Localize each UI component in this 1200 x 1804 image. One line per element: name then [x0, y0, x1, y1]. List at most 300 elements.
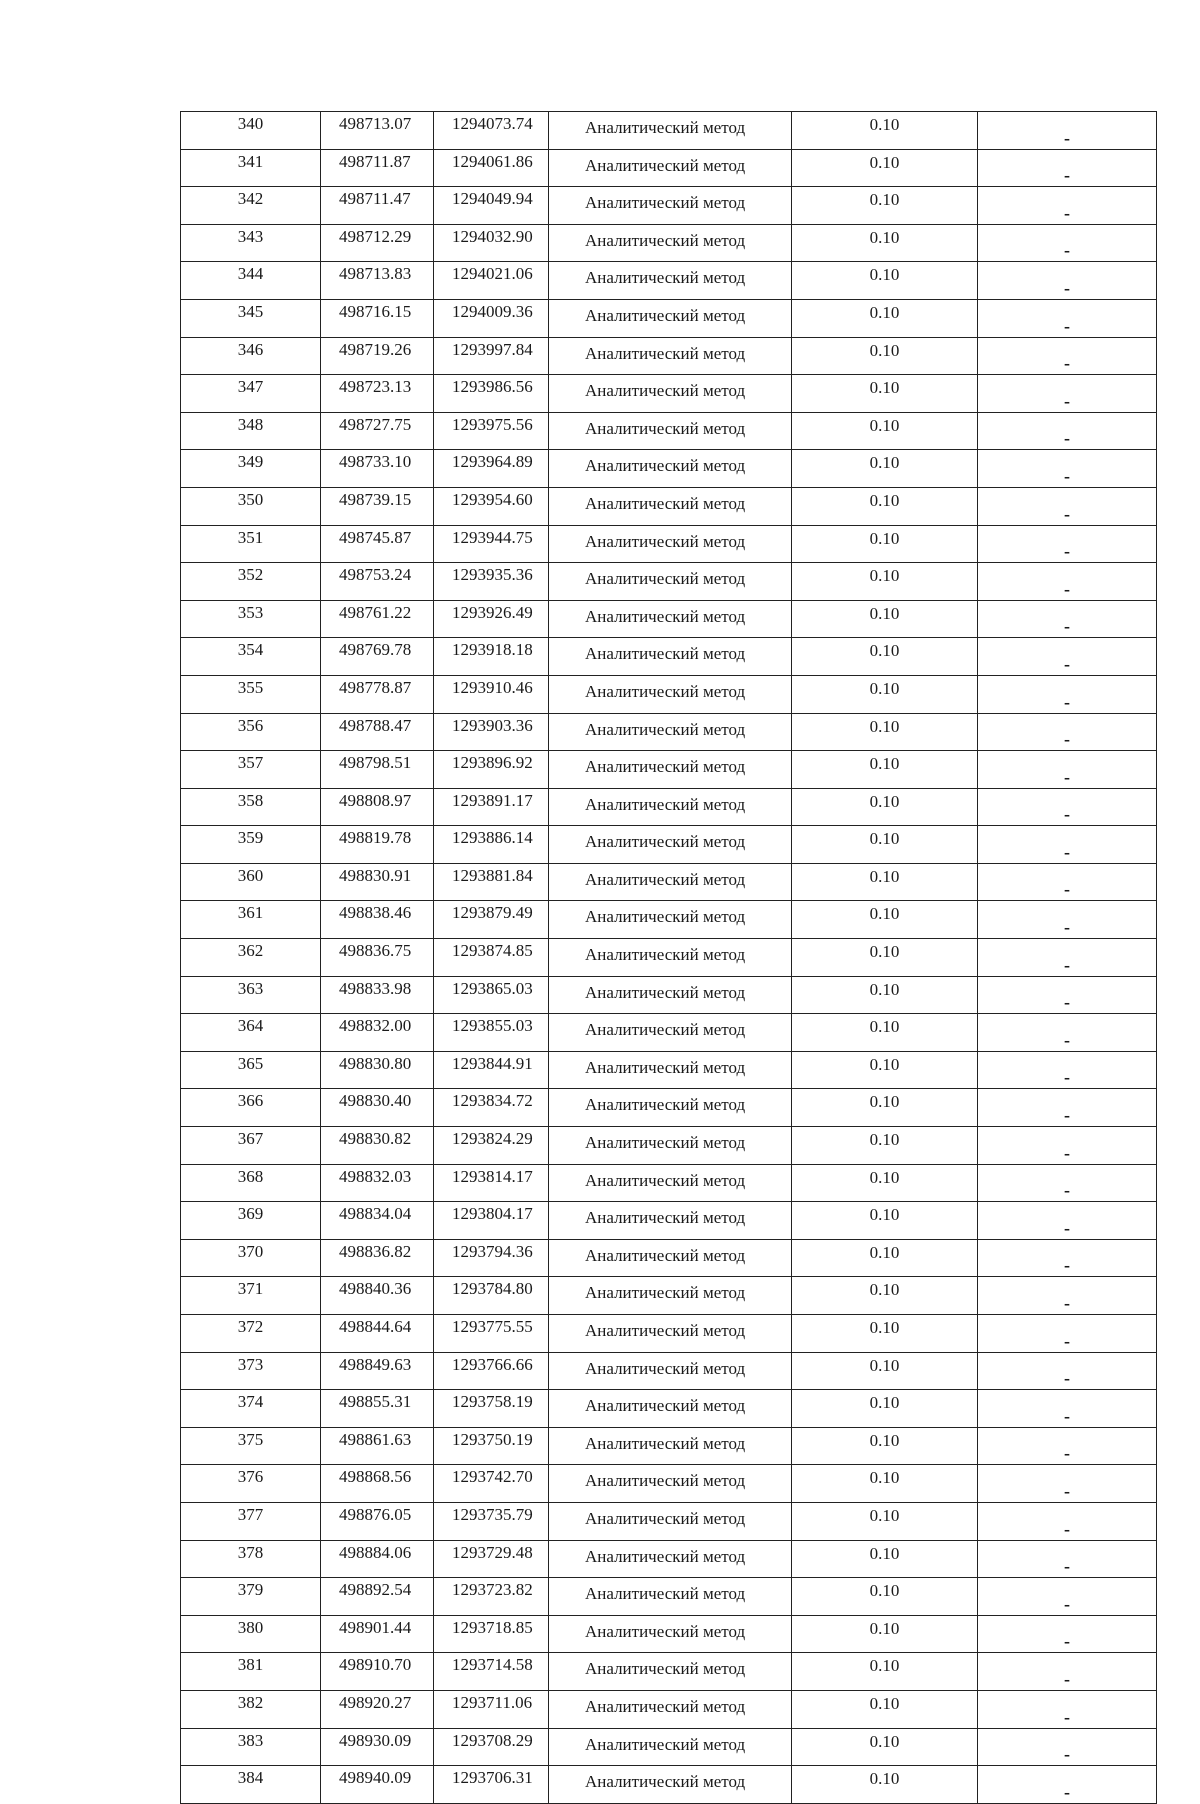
x-coordinate-cell: 498910.70 — [321, 1653, 434, 1691]
note-cell: - — [978, 1766, 1157, 1804]
note-cell: - — [978, 1502, 1157, 1540]
error-cell: 0.10 — [792, 525, 978, 563]
x-coordinate-cell: 498711.87 — [321, 149, 434, 187]
method-cell: Аналитический метод — [549, 976, 792, 1014]
y-coordinate-cell: 1293935.36 — [434, 563, 549, 601]
note-cell: - — [978, 412, 1157, 450]
x-coordinate-cell: 498832.03 — [321, 1164, 434, 1202]
note-cell: - — [978, 487, 1157, 525]
x-coordinate-cell: 498830.40 — [321, 1089, 434, 1127]
method-cell: Аналитический метод — [549, 1465, 792, 1503]
point-number-cell: 358 — [181, 788, 321, 826]
point-number-cell: 351 — [181, 525, 321, 563]
y-coordinate-cell: 1293775.55 — [434, 1315, 549, 1353]
x-coordinate-cell: 498920.27 — [321, 1690, 434, 1728]
note-cell: - — [978, 939, 1157, 977]
error-cell: 0.10 — [792, 299, 978, 337]
method-cell: Аналитический метод — [549, 1766, 792, 1804]
point-number-cell: 364 — [181, 1014, 321, 1052]
y-coordinate-cell: 1293918.18 — [434, 638, 549, 676]
method-cell: Аналитический метод — [549, 1202, 792, 1240]
x-coordinate-cell: 498836.82 — [321, 1239, 434, 1277]
method-cell: Аналитический метод — [549, 563, 792, 601]
table-row — [181, 788, 1157, 826]
note-cell: - — [978, 1277, 1157, 1315]
y-coordinate-cell: 1293926.49 — [434, 600, 549, 638]
x-coordinate-cell: 498830.91 — [321, 863, 434, 901]
y-coordinate-cell: 1294049.94 — [434, 187, 549, 225]
y-coordinate-cell: 1293758.19 — [434, 1390, 549, 1428]
note-cell: - — [978, 788, 1157, 826]
x-coordinate-cell: 498769.78 — [321, 638, 434, 676]
error-cell: 0.10 — [792, 112, 978, 150]
x-coordinate-cell: 498716.15 — [321, 299, 434, 337]
x-coordinate-cell: 498778.87 — [321, 675, 434, 713]
error-cell: 0.10 — [792, 1390, 978, 1428]
table-row — [181, 1615, 1157, 1653]
note-cell: - — [978, 826, 1157, 864]
table-row — [181, 1051, 1157, 1089]
error-cell: 0.10 — [792, 1089, 978, 1127]
note-cell: - — [978, 1390, 1157, 1428]
x-coordinate-cell: 498836.75 — [321, 939, 434, 977]
note-cell: - — [978, 563, 1157, 601]
error-cell: 0.10 — [792, 901, 978, 939]
x-coordinate-cell: 498855.31 — [321, 1390, 434, 1428]
y-coordinate-cell: 1294061.86 — [434, 149, 549, 187]
table-row — [181, 1390, 1157, 1428]
error-cell: 0.10 — [792, 187, 978, 225]
table-row — [181, 638, 1157, 676]
method-cell: Аналитический метод — [549, 1540, 792, 1578]
point-number-cell: 369 — [181, 1202, 321, 1240]
point-number-cell: 350 — [181, 487, 321, 525]
point-number-cell: 344 — [181, 262, 321, 300]
note-cell: - — [978, 262, 1157, 300]
note-cell: - — [978, 1014, 1157, 1052]
table-row — [181, 487, 1157, 525]
error-cell: 0.10 — [792, 863, 978, 901]
x-coordinate-cell: 498834.04 — [321, 1202, 434, 1240]
table-row — [181, 675, 1157, 713]
note-cell: - — [978, 1615, 1157, 1653]
y-coordinate-cell: 1293986.56 — [434, 375, 549, 413]
method-cell: Аналитический метод — [549, 826, 792, 864]
y-coordinate-cell: 1293975.56 — [434, 412, 549, 450]
table-row — [181, 1728, 1157, 1766]
table-row — [181, 1653, 1157, 1691]
error-cell: 0.10 — [792, 1352, 978, 1390]
error-cell: 0.10 — [792, 412, 978, 450]
method-cell: Аналитический метод — [549, 675, 792, 713]
method-cell: Аналитический метод — [549, 1239, 792, 1277]
error-cell: 0.10 — [792, 149, 978, 187]
point-number-cell: 381 — [181, 1653, 321, 1691]
point-number-cell: 360 — [181, 863, 321, 901]
table-row — [181, 375, 1157, 413]
error-cell: 0.10 — [792, 1465, 978, 1503]
method-cell: Аналитический метод — [549, 1427, 792, 1465]
note-cell: - — [978, 1315, 1157, 1353]
table-row — [181, 1540, 1157, 1578]
note-cell: - — [978, 976, 1157, 1014]
x-coordinate-cell: 498712.29 — [321, 224, 434, 262]
point-number-cell: 362 — [181, 939, 321, 977]
x-coordinate-cell: 498788.47 — [321, 713, 434, 751]
note-cell: - — [978, 1728, 1157, 1766]
y-coordinate-cell: 1293954.60 — [434, 487, 549, 525]
method-cell: Аналитический метод — [549, 1502, 792, 1540]
table-row — [181, 112, 1157, 150]
x-coordinate-cell: 498830.80 — [321, 1051, 434, 1089]
error-cell: 0.10 — [792, 1427, 978, 1465]
y-coordinate-cell: 1293714.58 — [434, 1653, 549, 1691]
table-row — [181, 600, 1157, 638]
table-row — [181, 1690, 1157, 1728]
error-cell: 0.10 — [792, 939, 978, 977]
note-cell: - — [978, 1540, 1157, 1578]
table-row — [181, 1014, 1157, 1052]
table-row — [181, 1127, 1157, 1165]
y-coordinate-cell: 1294032.90 — [434, 224, 549, 262]
x-coordinate-cell: 498808.97 — [321, 788, 434, 826]
x-coordinate-cell: 498844.64 — [321, 1315, 434, 1353]
table-row — [181, 187, 1157, 225]
note-cell: - — [978, 1653, 1157, 1691]
table-row — [181, 976, 1157, 1014]
method-cell: Аналитический метод — [549, 901, 792, 939]
point-number-cell: 368 — [181, 1164, 321, 1202]
error-cell: 0.10 — [792, 1766, 978, 1804]
error-cell: 0.10 — [792, 638, 978, 676]
method-cell: Аналитический метод — [549, 1653, 792, 1691]
table-row — [181, 563, 1157, 601]
error-cell: 0.10 — [792, 1051, 978, 1089]
table-row — [181, 450, 1157, 488]
y-coordinate-cell: 1294073.74 — [434, 112, 549, 150]
point-number-cell: 383 — [181, 1728, 321, 1766]
table-row — [181, 1277, 1157, 1315]
table-row — [181, 1502, 1157, 1540]
error-cell: 0.10 — [792, 1578, 978, 1616]
note-cell: - — [978, 450, 1157, 488]
y-coordinate-cell: 1293964.89 — [434, 450, 549, 488]
error-cell: 0.10 — [792, 1653, 978, 1691]
x-coordinate-cell: 498838.46 — [321, 901, 434, 939]
table-row — [181, 1578, 1157, 1616]
table-row — [181, 1202, 1157, 1240]
note-cell: - — [978, 375, 1157, 413]
error-cell: 0.10 — [792, 788, 978, 826]
point-number-cell: 342 — [181, 187, 321, 225]
note-cell: - — [978, 299, 1157, 337]
table-row — [181, 901, 1157, 939]
y-coordinate-cell: 1293718.85 — [434, 1615, 549, 1653]
note-cell: - — [978, 1239, 1157, 1277]
y-coordinate-cell: 1293844.91 — [434, 1051, 549, 1089]
y-coordinate-cell: 1293723.82 — [434, 1578, 549, 1616]
x-coordinate-cell: 498798.51 — [321, 751, 434, 789]
x-coordinate-cell: 498745.87 — [321, 525, 434, 563]
table-row — [181, 1465, 1157, 1503]
x-coordinate-cell: 498876.05 — [321, 1502, 434, 1540]
y-coordinate-cell: 1293711.06 — [434, 1690, 549, 1728]
x-coordinate-cell: 498713.07 — [321, 112, 434, 150]
note-cell: - — [978, 675, 1157, 713]
note-cell: - — [978, 1164, 1157, 1202]
x-coordinate-cell: 498901.44 — [321, 1615, 434, 1653]
table-row — [181, 224, 1157, 262]
y-coordinate-cell: 1293814.17 — [434, 1164, 549, 1202]
x-coordinate-cell: 498861.63 — [321, 1427, 434, 1465]
error-cell: 0.10 — [792, 337, 978, 375]
error-cell: 0.10 — [792, 1014, 978, 1052]
y-coordinate-cell: 1293997.84 — [434, 337, 549, 375]
table-row — [181, 412, 1157, 450]
method-cell: Аналитический метод — [549, 149, 792, 187]
method-cell: Аналитический метод — [549, 788, 792, 826]
x-coordinate-cell: 498713.83 — [321, 262, 434, 300]
x-coordinate-cell: 498739.15 — [321, 487, 434, 525]
point-number-cell: 379 — [181, 1578, 321, 1616]
point-number-cell: 355 — [181, 675, 321, 713]
y-coordinate-cell: 1293891.17 — [434, 788, 549, 826]
table-row — [181, 525, 1157, 563]
error-cell: 0.10 — [792, 563, 978, 601]
note-cell: - — [978, 149, 1157, 187]
coordinates-table — [180, 111, 1157, 1804]
x-coordinate-cell: 498832.00 — [321, 1014, 434, 1052]
error-cell: 0.10 — [792, 1202, 978, 1240]
note-cell: - — [978, 1051, 1157, 1089]
error-cell: 0.10 — [792, 375, 978, 413]
point-number-cell: 380 — [181, 1615, 321, 1653]
coordinates-table-body — [181, 112, 1157, 1804]
point-number-cell: 343 — [181, 224, 321, 262]
point-number-cell: 374 — [181, 1390, 321, 1428]
table-row — [181, 1352, 1157, 1390]
note-cell: - — [978, 901, 1157, 939]
y-coordinate-cell: 1293794.36 — [434, 1239, 549, 1277]
point-number-cell: 357 — [181, 751, 321, 789]
y-coordinate-cell: 1293874.85 — [434, 939, 549, 977]
note-cell: - — [978, 224, 1157, 262]
y-coordinate-cell: 1293865.03 — [434, 976, 549, 1014]
point-number-cell: 356 — [181, 713, 321, 751]
table-row — [181, 826, 1157, 864]
note-cell: - — [978, 1427, 1157, 1465]
method-cell: Аналитический метод — [549, 187, 792, 225]
point-number-cell: 363 — [181, 976, 321, 1014]
coordinates-table-sheet — [180, 111, 1156, 1804]
method-cell: Аналитический метод — [549, 1164, 792, 1202]
method-cell: Аналитический метод — [549, 412, 792, 450]
x-coordinate-cell: 498892.54 — [321, 1578, 434, 1616]
note-cell: - — [978, 1690, 1157, 1728]
point-number-cell: 384 — [181, 1766, 321, 1804]
point-number-cell: 377 — [181, 1502, 321, 1540]
method-cell: Аналитический метод — [549, 1578, 792, 1616]
y-coordinate-cell: 1293766.66 — [434, 1352, 549, 1390]
error-cell: 0.10 — [792, 224, 978, 262]
note-cell: - — [978, 600, 1157, 638]
point-number-cell: 366 — [181, 1089, 321, 1127]
point-number-cell: 370 — [181, 1239, 321, 1277]
y-coordinate-cell: 1293855.03 — [434, 1014, 549, 1052]
y-coordinate-cell: 1293944.75 — [434, 525, 549, 563]
note-cell: - — [978, 525, 1157, 563]
table-row — [181, 337, 1157, 375]
point-number-cell: 378 — [181, 1540, 321, 1578]
note-cell: - — [978, 863, 1157, 901]
y-coordinate-cell: 1293708.29 — [434, 1728, 549, 1766]
table-row — [181, 1315, 1157, 1353]
error-cell: 0.10 — [792, 1540, 978, 1578]
x-coordinate-cell: 498930.09 — [321, 1728, 434, 1766]
method-cell: Аналитический метод — [549, 1390, 792, 1428]
table-row — [181, 1164, 1157, 1202]
y-coordinate-cell: 1293834.72 — [434, 1089, 549, 1127]
method-cell: Аналитический метод — [549, 487, 792, 525]
method-cell: Аналитический метод — [549, 450, 792, 488]
x-coordinate-cell: 498753.24 — [321, 563, 434, 601]
note-cell: - — [978, 1202, 1157, 1240]
point-number-cell: 372 — [181, 1315, 321, 1353]
x-coordinate-cell: 498711.47 — [321, 187, 434, 225]
x-coordinate-cell: 498849.63 — [321, 1352, 434, 1390]
method-cell: Аналитический метод — [549, 863, 792, 901]
y-coordinate-cell: 1293729.48 — [434, 1540, 549, 1578]
method-cell: Аналитический метод — [549, 1051, 792, 1089]
table-row — [181, 262, 1157, 300]
method-cell: Аналитический метод — [549, 713, 792, 751]
y-coordinate-cell: 1293903.36 — [434, 713, 549, 751]
table-row — [181, 713, 1157, 751]
x-coordinate-cell: 498761.22 — [321, 600, 434, 638]
y-coordinate-cell: 1294009.36 — [434, 299, 549, 337]
error-cell: 0.10 — [792, 1164, 978, 1202]
note-cell: - — [978, 1089, 1157, 1127]
y-coordinate-cell: 1293706.31 — [434, 1766, 549, 1804]
y-coordinate-cell: 1293742.70 — [434, 1465, 549, 1503]
error-cell: 0.10 — [792, 487, 978, 525]
y-coordinate-cell: 1293824.29 — [434, 1127, 549, 1165]
error-cell: 0.10 — [792, 751, 978, 789]
method-cell: Аналитический метод — [549, 1014, 792, 1052]
x-coordinate-cell: 498719.26 — [321, 337, 434, 375]
error-cell: 0.10 — [792, 1315, 978, 1353]
point-number-cell: 359 — [181, 826, 321, 864]
method-cell: Аналитический метод — [549, 1690, 792, 1728]
point-number-cell: 349 — [181, 450, 321, 488]
method-cell: Аналитический метод — [549, 939, 792, 977]
y-coordinate-cell: 1293804.17 — [434, 1202, 549, 1240]
note-cell: - — [978, 1465, 1157, 1503]
y-coordinate-cell: 1293879.49 — [434, 901, 549, 939]
y-coordinate-cell: 1293910.46 — [434, 675, 549, 713]
method-cell: Аналитический метод — [549, 262, 792, 300]
table-row — [181, 939, 1157, 977]
method-cell: Аналитический метод — [549, 638, 792, 676]
point-number-cell: 354 — [181, 638, 321, 676]
method-cell: Аналитический метод — [549, 224, 792, 262]
error-cell: 0.10 — [792, 675, 978, 713]
table-row — [181, 1766, 1157, 1804]
error-cell: 0.10 — [792, 600, 978, 638]
point-number-cell: 345 — [181, 299, 321, 337]
method-cell: Аналитический метод — [549, 375, 792, 413]
table-row — [181, 149, 1157, 187]
note-cell: - — [978, 713, 1157, 751]
x-coordinate-cell: 498819.78 — [321, 826, 434, 864]
method-cell: Аналитический метод — [549, 600, 792, 638]
method-cell: Аналитический метод — [549, 337, 792, 375]
error-cell: 0.10 — [792, 1690, 978, 1728]
point-number-cell: 382 — [181, 1690, 321, 1728]
y-coordinate-cell: 1293896.92 — [434, 751, 549, 789]
error-cell: 0.10 — [792, 1502, 978, 1540]
point-number-cell: 361 — [181, 901, 321, 939]
method-cell: Аналитический метод — [549, 1615, 792, 1653]
note-cell: - — [978, 751, 1157, 789]
point-number-cell: 340 — [181, 112, 321, 150]
note-cell: - — [978, 1352, 1157, 1390]
point-number-cell: 352 — [181, 563, 321, 601]
error-cell: 0.10 — [792, 450, 978, 488]
point-number-cell: 346 — [181, 337, 321, 375]
x-coordinate-cell: 498940.09 — [321, 1766, 434, 1804]
error-cell: 0.10 — [792, 713, 978, 751]
error-cell: 0.10 — [792, 826, 978, 864]
method-cell: Аналитический метод — [549, 1127, 792, 1165]
x-coordinate-cell: 498884.06 — [321, 1540, 434, 1578]
point-number-cell: 353 — [181, 600, 321, 638]
x-coordinate-cell: 498830.82 — [321, 1127, 434, 1165]
y-coordinate-cell: 1293886.14 — [434, 826, 549, 864]
point-number-cell: 371 — [181, 1277, 321, 1315]
y-coordinate-cell: 1293735.79 — [434, 1502, 549, 1540]
table-row — [181, 299, 1157, 337]
note-cell: - — [978, 1578, 1157, 1616]
y-coordinate-cell: 1293881.84 — [434, 863, 549, 901]
error-cell: 0.10 — [792, 1728, 978, 1766]
x-coordinate-cell: 498833.98 — [321, 976, 434, 1014]
table-row — [181, 1239, 1157, 1277]
x-coordinate-cell: 498727.75 — [321, 412, 434, 450]
method-cell: Аналитический метод — [549, 1089, 792, 1127]
error-cell: 0.10 — [792, 1239, 978, 1277]
note-cell: - — [978, 112, 1157, 150]
method-cell: Аналитический метод — [549, 1277, 792, 1315]
point-number-cell: 348 — [181, 412, 321, 450]
table-row — [181, 1089, 1157, 1127]
method-cell: Аналитический метод — [549, 1352, 792, 1390]
table-row — [181, 1427, 1157, 1465]
x-coordinate-cell: 498840.36 — [321, 1277, 434, 1315]
point-number-cell: 367 — [181, 1127, 321, 1165]
x-coordinate-cell: 498723.13 — [321, 375, 434, 413]
error-cell: 0.10 — [792, 976, 978, 1014]
error-cell: 0.10 — [792, 1277, 978, 1315]
note-cell: - — [978, 337, 1157, 375]
y-coordinate-cell: 1294021.06 — [434, 262, 549, 300]
point-number-cell: 375 — [181, 1427, 321, 1465]
note-cell: - — [978, 187, 1157, 225]
method-cell: Аналитический метод — [549, 112, 792, 150]
note-cell: - — [978, 638, 1157, 676]
error-cell: 0.10 — [792, 262, 978, 300]
point-number-cell: 341 — [181, 149, 321, 187]
